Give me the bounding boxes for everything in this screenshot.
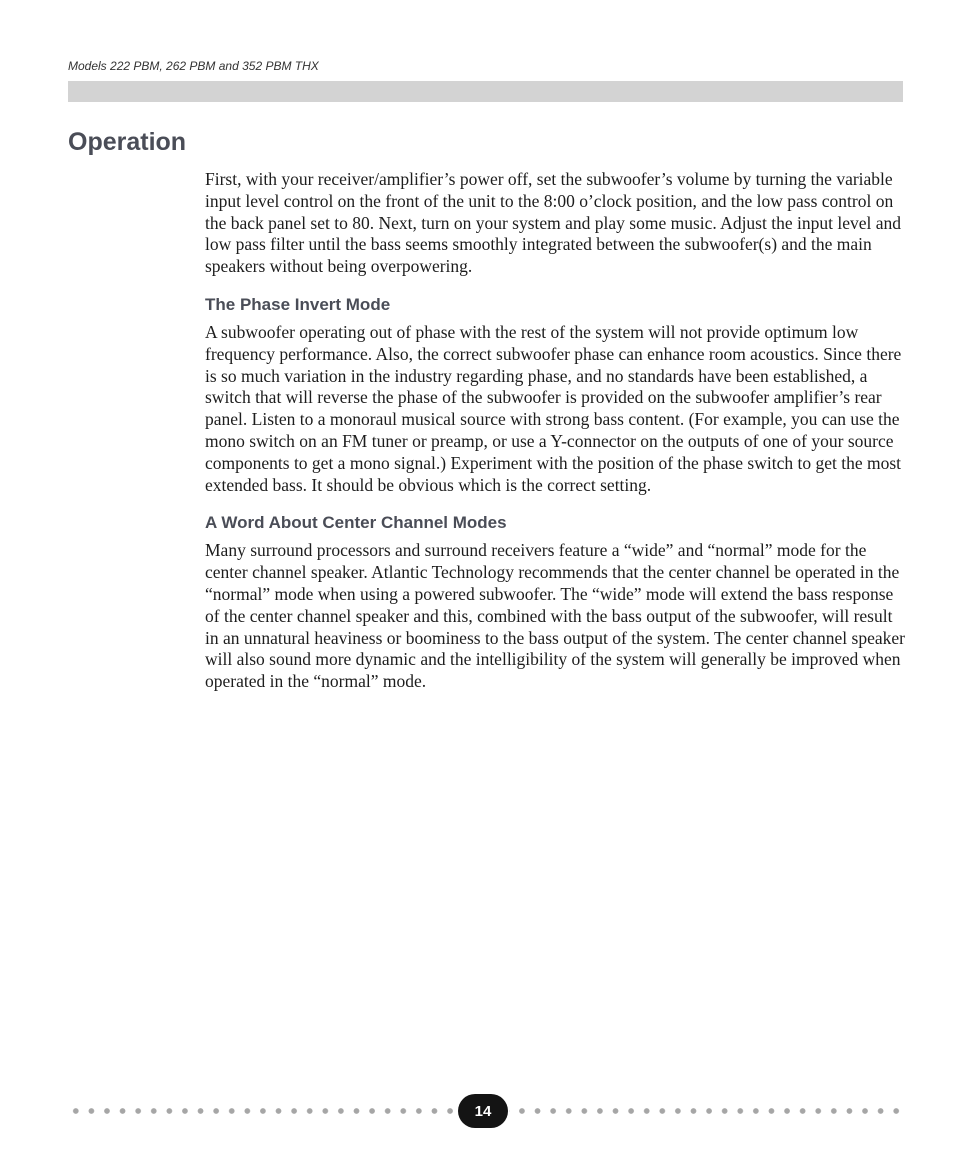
page-number-badge: 14 [458,1094,508,1128]
header-bar [68,81,903,102]
page-footer [68,1094,904,1128]
section-title: Operation [68,128,187,156]
phase-invert-paragraph: A subwoofer operating out of phase with the rest of the system will not provide optimum low frequency performance. Also, the correct subwoofer phase can enhance room acoustics. Since there is so much variation in the industry regarding phase, and no standards have been established, a switch that will reverse the phase of the subwoofer is provided on the subwoofer amplifier’s rear panel. Listen to a monoraul musical source with strong bass content. (For example, you can use the mono switch on an FM tuner or preamp, or use a Y-connector on the outputs of one of your source components to get a mono signal.) Experiment with the position of the phase switch to get the most extended bass. It should be obvious which is the correct setting. [205,321,902,495]
intro-paragraph: First, with your receiver/amplifier’s power off, set the subwoofer’s volume by turning the variable input level control on the front of the unit to the 8:00 o’clock position, and the low pass control on the back panel set to 80. Next, turn on your system and play some music. Adjust the input level and low pass filter until the bass seems smoothly integrated between the subwoofer(s) and the main speakers without being overpowering. [205,169,901,277]
footer-dots-left [68,1108,455,1114]
footer-dots-right [509,1108,904,1114]
center-channel-paragraph: Many surround processors and surround receivers feature a “wide” and “normal” mode for the center channel speaker. Atlantic Technology recommends that the center channel be operated in the “normal” mode when using a powered subwoofer. The “wide” mode will extend the bass response of the center channel speaker and this, combined with the bass output of the subwoofer, will result in an unnatural heaviness or boominess to the bass output of the system. The center channel speaker will also sound more dynamic and the intelligibility of the system will generally be improved when operated in the “normal” mode. [205,540,905,692]
subsection-heading-center-channel: A Word About Center Channel Modes [205,513,507,533]
subsection-heading-phase-invert: The Phase Invert Mode [205,294,391,314]
running-header: Models 222 PBM, 262 PBM and 352 PBM THX [68,59,319,73]
body-column [205,169,905,693]
